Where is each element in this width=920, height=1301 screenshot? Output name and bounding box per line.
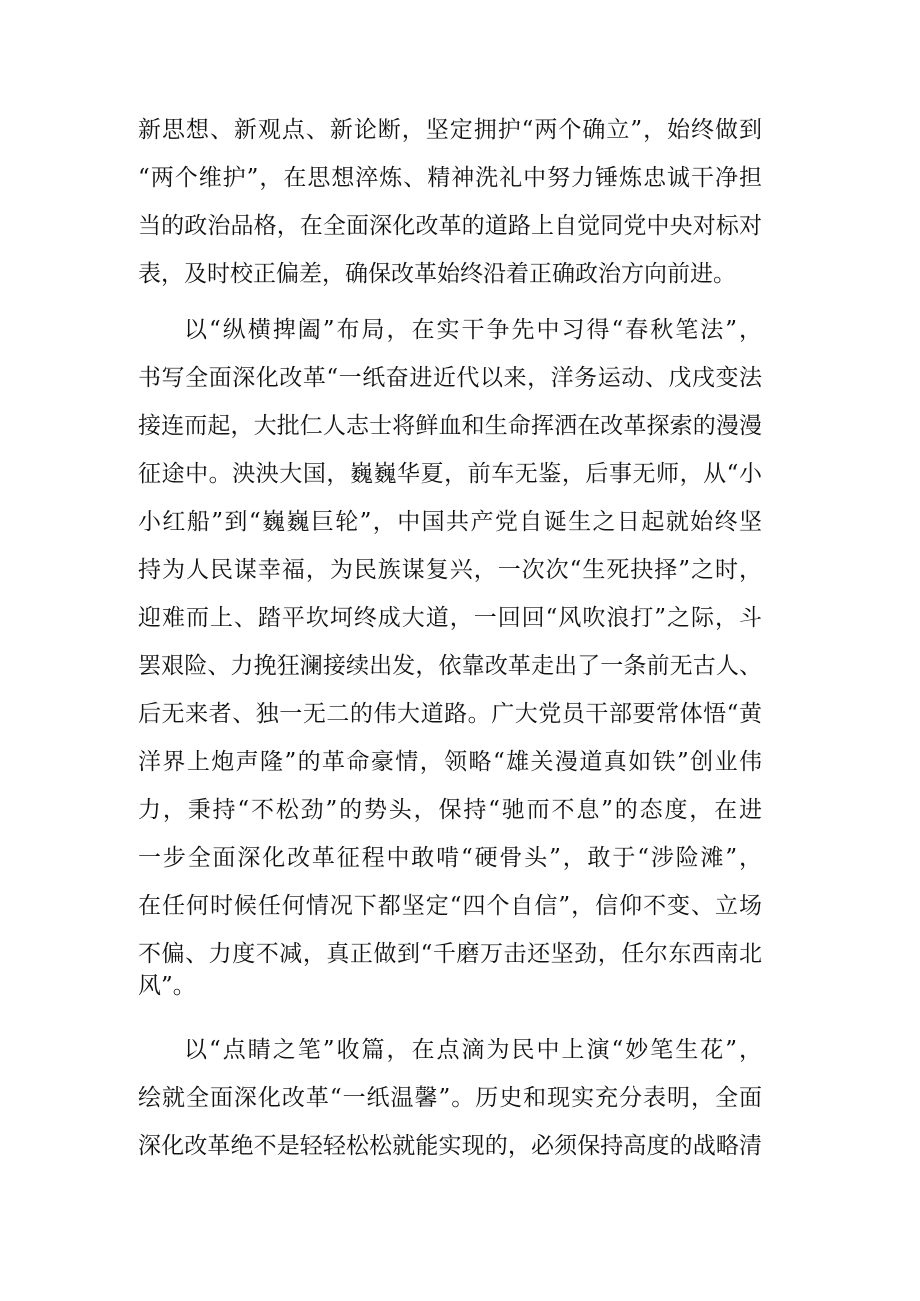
text-line: 当的政治品格，在全面深化改革的道路上自觉同党中央对标对: [138, 213, 762, 239]
text-line: 新思想、新观点、新论断，坚定拥护“两个确立”，始终做到: [138, 117, 762, 143]
text-line: 表，及时校正偏差，确保改革始终沿着正确政治方向前进。: [138, 261, 736, 287]
text-line: 洋界上炮声隆”的革命豪情，领略“雄关漫道真如铁”创业伟: [138, 749, 762, 775]
text-line: 在任何时候任何情况下都坚定“四个自信”，信仰不变、立场: [138, 893, 762, 919]
text-line: 绘就全面深化改革“一纸温馨”。历史和现实充分表明，全面: [138, 1085, 762, 1111]
text-line: 风”。: [138, 973, 196, 999]
text-line: 书写全面深化改革“一纸奋进近代以来，洋务运动、戊戌变法: [138, 365, 762, 391]
text-line: 持为人民谋幸福，为民族谋复兴，一次次“生死抉择”之时，: [138, 557, 762, 583]
paragraph-first-line: 以“点睛之笔”收篇，在点滴为民中上演“妙笔生花”，: [184, 1037, 762, 1063]
text-line: 不偏、力度不减，真正做到“千磨万击还坚劲，任尔东西南北: [138, 941, 762, 967]
text-line: 后无来者、独一无二的伟大道路。广大党员干部要常体悟“黄: [138, 701, 762, 727]
text-line: 深化改革绝不是轻轻松松就能实现的，必须保持高度的战略清: [138, 1133, 762, 1159]
text-line: 力，秉持“不松劲”的势头，保持“驰而不息”的态度，在进: [138, 797, 762, 823]
paragraph-first-line: 以“纵横捭阖”布局，在实干争先中习得“春秋笔法”，: [184, 317, 762, 343]
text-line: 征途中。泱泱大国，巍巍华夏，前车无鉴，后事无师，从“小: [138, 461, 762, 487]
text-line: 罢艰险、力挽狂澜接续出发，依靠改革走出了一条前无古人、: [138, 653, 762, 679]
text-line: “两个维护”，在思想淬炼、精神洗礼中努力锤炼忠诚干净担: [138, 165, 762, 191]
text-line: 接连而起，大批仁人志士将鲜血和生命挥洒在改革探索的漫漫: [138, 413, 762, 439]
text-line: 迎难而上、踏平坎坷终成大道，一回回“风吹浪打”之际，斗: [138, 605, 762, 631]
text-line: 一步全面深化改革征程中敢啃“硬骨头”，敢于“涉险滩”，: [138, 845, 762, 871]
text-line: 小红船”到“巍巍巨轮”，中国共产党自诞生之日起就始终坚: [138, 509, 762, 535]
